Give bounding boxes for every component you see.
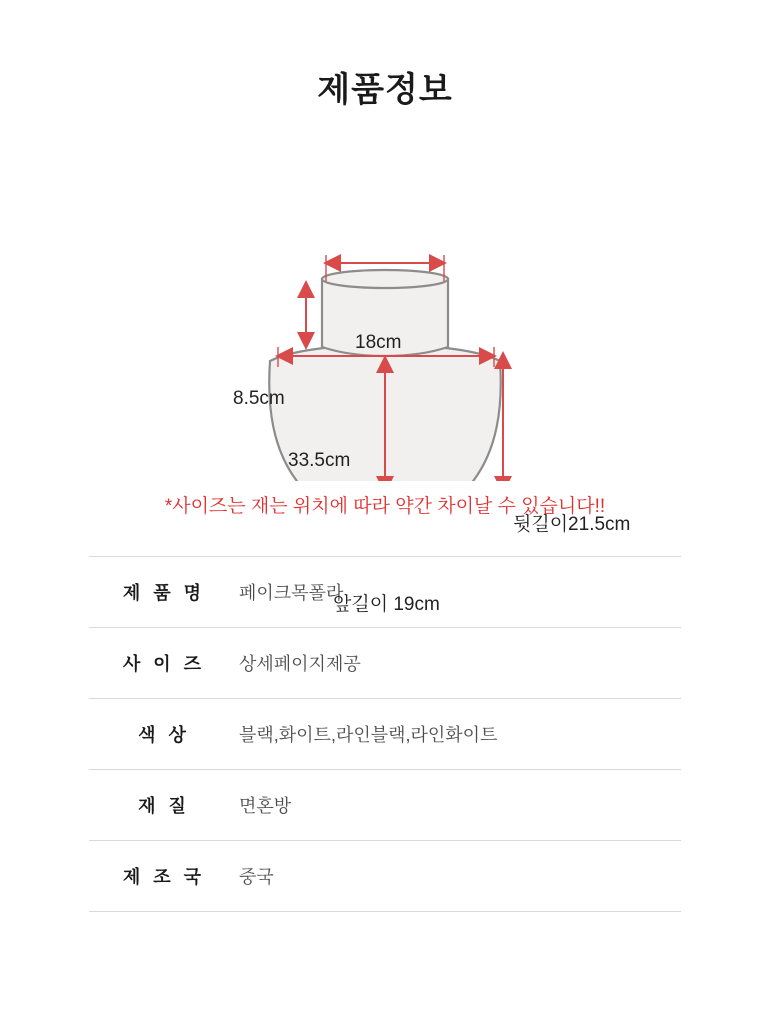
label-crown-height: 8.5cm [233,388,285,409]
label-total-width: 33.5cm [288,450,351,471]
label-front-length: 앞길이 19cm [333,594,440,615]
spec-key: 사 이 즈 [122,654,206,674]
spec-key: 제 품 명 [122,583,206,603]
spec-value: 블랙,화이트,라인블랙,라인화이트 [239,725,498,745]
spec-value: 면혼방 [239,796,292,816]
table-row [89,841,681,912]
table-row [89,628,681,699]
table-row [89,770,681,841]
page-title: 제품정보 [317,71,453,109]
label-back-length: 뒷길이21.5cm [513,514,631,535]
label-top-width: 18cm [355,332,402,353]
spec-key: 색 상 [138,725,190,745]
spec-key: 재 질 [138,796,190,816]
spec-value: 페이크목폴라 [239,583,344,603]
diagram-svg [0,151,770,481]
size-disclaimer-note: *사이즈는 재는 위치에 따라 약간 차이날 수 있습니다!! [164,496,606,517]
spec-key: 제 조 국 [122,867,206,887]
spec-value: 중국 [239,867,274,887]
spec-value: 상세페이지제공 [239,654,361,674]
table-row [89,699,681,770]
